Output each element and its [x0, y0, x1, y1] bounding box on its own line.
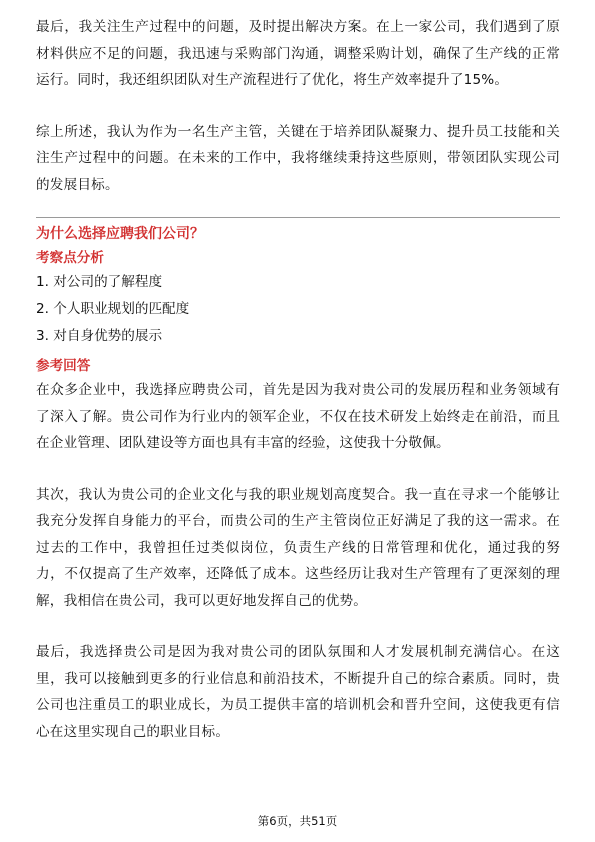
paragraph-gap — [36, 614, 560, 639]
document-page — [36, 14, 560, 745]
question-heading: 为什么选择应聘我们公司？ — [36, 226, 204, 242]
answer-label: 参考回答 — [36, 358, 91, 374]
analysis-point: 1. 对公司的了解程度 — [36, 274, 163, 290]
analysis-point: 2. 个人职业规划的匹配度 — [36, 301, 190, 317]
analysis-label: 考察点分析 — [36, 250, 104, 266]
intro-paragraph: 最后，我关注生产过程中的问题，及时提出解决方案。在上一家公司，我们遇到了原材料供应不足的问题，我迅速与采购部门沟通，调整采购计划，确保了生产线的正常运行。同时，我还组织团队对生产流程进行了优化，将生产效率提升了15%。 — [36, 19, 560, 88]
section-divider — [36, 217, 560, 218]
paragraph-gap — [36, 94, 560, 119]
paragraph-gap — [36, 457, 560, 482]
analysis-point: 3. 对自身优势的展示 — [36, 328, 163, 344]
summary-paragraph: 综上所述，我认为作为一名生产主管，关键在于培养团队凝聚力、提升员工技能和关注生产过程中的问题。在未来的工作中，我将继续秉持这些原则，带领团队实现公司的发展目标。 — [36, 123, 560, 193]
answer-paragraph: 其次，我认为贵公司的企业文化与我的职业规划高度契合。我一直在寻求一个能够让我充分发挥自身能力的平台，而贵公司的生产主管岗位正好满足了我的这一需求。在过去的工作中，我曾担任过类似岗位，负责生产线的日常管理和优化，通过我的努力，不仅提高了生产效率，还降低了成本。这些经历让我对生产管理有了更深刻的理解，我相信在贵公司，我可以更好地发挥自己的优势。 — [36, 486, 560, 609]
answer-paragraph: 在众多企业中，我选择应聘贵公司，首先是因为我对贵公司的发展历程和业务领域有了深入了解。贵公司作为行业内的领军企业，不仅在技术研发上始终走在前沿，而且在企业管理、团队建设等方面也具有丰富的经验，这使我十分敬佩。 — [36, 382, 560, 451]
answer-paragraph: 最后，我选择贵公司是因为我对贵公司的团队氛围和人才发展机制充满信心。在这里，我可以接触到更多的行业信息和前沿技术，不断提升自己的综合素质。同时，贵公司也注重员工的职业成长，为员工提供丰富的培训机会和晋升空间，这使我更有信心在这里实现自己的职业目标。 — [36, 644, 560, 740]
page-number-footer: 第6页，共51页 — [257, 814, 338, 828]
